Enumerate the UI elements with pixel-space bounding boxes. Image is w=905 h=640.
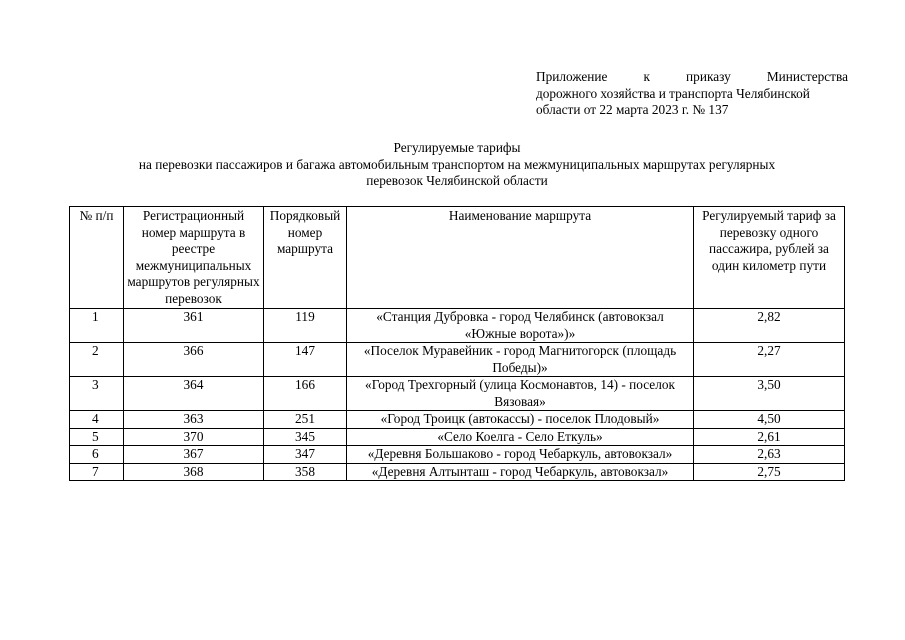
cell-number: 5: [70, 428, 124, 446]
appendix-line: Приложение к приказу Министерства: [536, 69, 848, 84]
cell-route-order-number: 347: [264, 446, 347, 464]
cell-registration-number: 370: [124, 428, 264, 446]
title-line: перевозок Челябинской области: [366, 173, 548, 188]
cell-registration-number: 366: [124, 343, 264, 377]
cell-tariff: 2,63: [694, 446, 845, 464]
appendix-note: [536, 69, 848, 119]
header-registration-number: Регистрационный номер маршрута в реестре межмуниципальных маршрутов регулярных перевозок: [124, 207, 264, 309]
cell-tariff: 2,75: [694, 463, 845, 481]
cell-route-name: «Село Коелга - Село Еткуль»: [347, 428, 694, 446]
cell-registration-number: 368: [124, 463, 264, 481]
cell-route-name: «Город Троицк (автокассы) - поселок Плодовый»: [347, 411, 694, 429]
cell-number: 4: [70, 411, 124, 429]
cell-tariff: 4,50: [694, 411, 845, 429]
cell-route-name: «Поселок Муравейник - город Магнитогорск (площадь Победы)»: [347, 343, 694, 377]
title-line: на перевозки пассажиров и багажа автомобильным транспортом на межмуниципальных маршрутах регулярных: [138, 156, 776, 172]
header-tariff: Регулируемый тариф за перевозку одного пассажира, рублей за один километр пути: [694, 207, 845, 309]
title-line: Регулируемые тарифы: [393, 140, 521, 155]
table-row: [70, 411, 845, 429]
table-row: [70, 463, 845, 481]
cell-route-order-number: 345: [264, 428, 347, 446]
cell-registration-number: 361: [124, 309, 264, 343]
cell-route-order-number: 251: [264, 411, 347, 429]
cell-registration-number: 363: [124, 411, 264, 429]
table-row: [70, 377, 845, 411]
table-row: [70, 343, 845, 377]
cell-route-name: «Деревня Алтынташ - город Чебаркуль, автовокзал»: [347, 463, 694, 481]
table-row: [70, 428, 845, 446]
cell-route-name: «Деревня Большаково - город Чебаркуль, автовокзал»: [347, 446, 694, 464]
table-header-row: [70, 207, 845, 309]
cell-number: 3: [70, 377, 124, 411]
header-number: № п/п: [70, 207, 124, 309]
cell-registration-number: 367: [124, 446, 264, 464]
cell-number: 7: [70, 463, 124, 481]
cell-route-order-number: 358: [264, 463, 347, 481]
document-title: [70, 140, 844, 190]
tariffs-table: [69, 206, 845, 481]
appendix-line: области от 22 марта 2023 г. № 137: [536, 102, 729, 117]
cell-tariff: 3,50: [694, 377, 845, 411]
header-route-order-number: Порядковый номер маршрута: [264, 207, 347, 309]
table-row: [70, 446, 845, 464]
cell-number: 6: [70, 446, 124, 464]
cell-route-order-number: 147: [264, 343, 347, 377]
cell-route-name: «Город Трехгорный (улица Космонавтов, 14) - поселок Вязовая»: [347, 377, 694, 411]
table-row: [70, 309, 845, 343]
cell-number: 2: [70, 343, 124, 377]
cell-route-name: «Станция Дубровка - город Челябинск (автовокзал «Южные ворота»)»: [347, 309, 694, 343]
header-route-name: Наименование маршрута: [347, 207, 694, 309]
cell-tariff: 2,61: [694, 428, 845, 446]
cell-number: 1: [70, 309, 124, 343]
appendix-line: дорожного хозяйства и транспорта Челябинской: [536, 85, 810, 101]
cell-route-order-number: 166: [264, 377, 347, 411]
cell-route-order-number: 119: [264, 309, 347, 343]
cell-registration-number: 364: [124, 377, 264, 411]
cell-tariff: 2,27: [694, 343, 845, 377]
cell-tariff: 2,82: [694, 309, 845, 343]
